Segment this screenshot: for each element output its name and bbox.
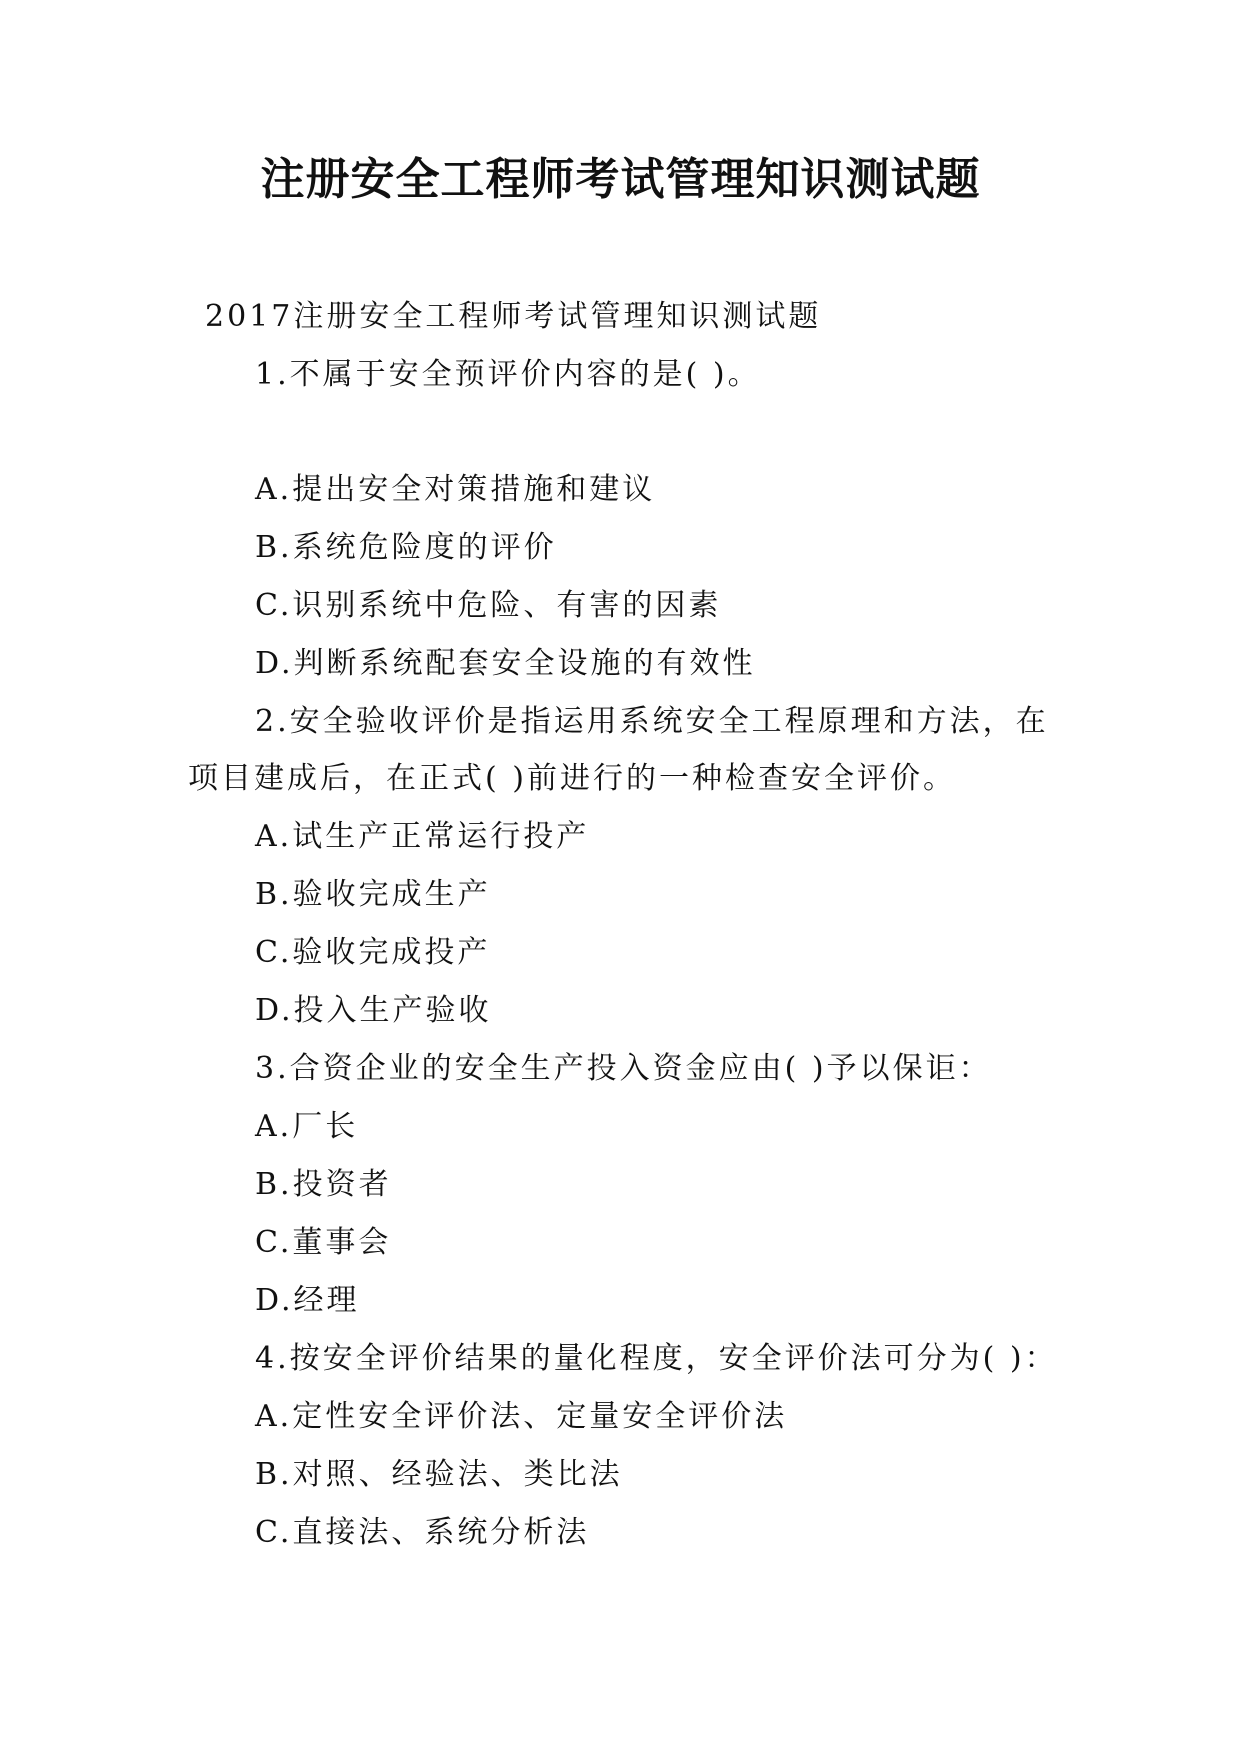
question-3-option-d: D.经理 [255,1283,360,1318]
question-4-option-b: B.对照、经验法、类比法 [255,1457,623,1492]
question-2-option-a: A.试生产正常运行投产 [255,819,590,854]
question-2-option-d: D.投入生产验收 [255,993,492,1028]
question-2-text: 2.安全验收评价是指运用系统安全工程原理和方法，在 [255,704,1049,739]
question-4-option-c: C.直接法、系统分析法 [255,1515,590,1550]
question-4-text: 4.按安全评价结果的量化程度，安全评价法可分为( )： [255,1341,1058,1376]
question-3-text: 3.合资企业的安全生产投入资金应由( )予以保讵： [255,1051,992,1086]
question-2-option-b: B.验收完成生产 [255,877,491,912]
question-3-option-a: A.厂长 [255,1109,359,1144]
question-3-option-b: B.投资者 [255,1167,392,1202]
question-1-option-d: D.判断系统配套安全设施的有效性 [255,646,756,681]
question-4-option-a: A.定性安全评价法、定量安全评价法 [255,1399,788,1434]
question-3-option-c: C.董事会 [255,1225,392,1260]
question-1-option-a: A.提出安全对策措施和建议 [255,472,656,507]
question-1-text: 1.不属于安全预评价内容的是( )。 [255,357,761,392]
document-title: 注册安全工程师考试管理知识测试题 [260,154,981,205]
question-2-text-continued: 项目建成后，在正式( )前进行的一种检查安全评价。 [188,761,956,796]
question-2-option-c: C.验收完成投产 [255,935,491,970]
question-1-option-c: C.识别系统中危险、有害的因素 [255,588,722,623]
document-subtitle: 2017注册安全工程师考试管理知识测试题 [205,299,822,334]
question-1-option-b: B.系统危险度的评价 [255,530,557,565]
